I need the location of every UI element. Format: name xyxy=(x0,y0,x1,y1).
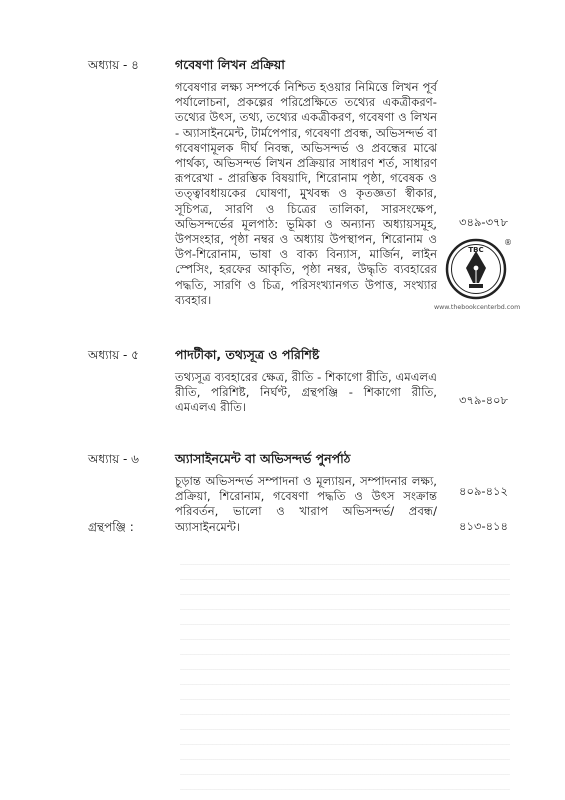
chapter-6-page-range: ৪০৯-৪১২ xyxy=(459,484,508,498)
tbc-logo-text xyxy=(445,238,507,300)
bibliography-label: গ্রন্থপঞ্জি : xyxy=(88,520,134,534)
bibliography-page-range: ৪১৩-৪১৪ xyxy=(459,519,508,533)
chapter-6-description: চূড়ান্ত অভিসন্দর্ভ সম্পাদনা ও মূল্যায়ন, সম্পাদনার লক্ষ্য, প্রক্রিয়া, শিরোনাম, গবেষণা পদ্ধতি ও উৎস সংক্রান্ত পরিবর্তন, ভালো ও খারাপ অভিসন্দর্ভ/ প্রবন্ধ/ অ্যাসাইনমেন্ট। xyxy=(175,474,437,534)
svg-text:TBC: TBC xyxy=(468,246,484,254)
chapter-4-page-range: ৩৪৯-৩৭৮ xyxy=(459,215,508,229)
chapter-4-title: গবেষণা লিখন প্রক্রিয়া xyxy=(175,57,285,72)
chapter-4-label: অধ্যায় - ৪ xyxy=(88,58,139,72)
chapter-5-description: তথ্যসূত্র ব্যবহারের ক্ষেত্র, রীতি - শিকাগো রীতি, এমএলএ রীতি, পরিশিষ্ট, নির্ঘণ্ট, গ্রন্থপঞ্জি - শিকাগো রীতি, এমএলএ রীতি। xyxy=(175,370,437,415)
chapter-6-label: অধ্যায় - ৬ xyxy=(88,452,139,466)
chapter-5-label: অধ্যায় - ৫ xyxy=(88,348,139,362)
registered-mark: ® xyxy=(504,238,512,247)
chapter-5-page-range: ৩৭৯-৪০৮ xyxy=(459,393,508,407)
chapter-6-title: অ্যাসাইনমেন্ট বা অভিসন্দর্ভ পুনর্পাঠ xyxy=(175,451,351,466)
watermark-logo xyxy=(434,238,520,324)
chapter-5-title: পাদটীকা, তথ্যসূত্র ও পরিশিষ্ট xyxy=(175,347,320,362)
watermark-website: www.thebookcenterbd.com xyxy=(434,304,521,311)
faint-bleedthrough xyxy=(180,560,510,790)
chapter-4-description: গবেষণার লক্ষ্য সম্পর্কে নিশ্চিত হওয়ার নিমিত্তে লিখন পূর্ব পর্যালোচনা, প্রকল্পের পরিপ্রেক্ষিতে তথ্যের একত্রীকরণ- তথ্যের উৎস, তথ্য, তথ্যের একত্রীকরণ, গবেষণা ও লিখন - অ্যাসাইনমেন্ট, টার্মপেপার, গবেষণা প্রবন্ধ, অভিসন্দর্ভ বা গবেষণামূলক দীর্ঘ নিবন্ধ, অভিসন্দর্ভ ও প্রবন্ধের মাঝে পার্থক্য, অভিসন্দর্ভ লিখন প্রক্রিয়ার সাধারণ শর্ত, সাধারণ রূপরেখা - প্রারম্ভিক বিষয়াদি, শিরোনাম পৃষ্ঠা, গবেষক ও তত্ত্বাবধায়কের ঘোষণা, মুখবন্ধ ও কৃতজ্ঞতা স্বীকার, সূচিপত্র, সারণি ও চিত্রের তালিকা, সারসংক্ষেপ, অভিসন্দর্ভের মূলপাঠ: ভূমিকা ও অন্যান্য অধ্যায়সমূহ, উপসংহার, পৃষ্ঠা নম্বর ও অধ্যায় উপস্থাপন, শিরোনাম ও উপ-শিরোনাম, ভাষা ও বাক্য বিন্যাস, মার্জিন, লাইন স্পেসিং, হরফের আকৃতি, পৃষ্ঠা নম্বর, উদ্ধৃতি ব্যবহারের পদ্ধতি, সারণি ও চিত্র, পরিসংখ্যানগত উপাত্ত, সংখ্যার ব্যবহার। xyxy=(175,80,437,307)
